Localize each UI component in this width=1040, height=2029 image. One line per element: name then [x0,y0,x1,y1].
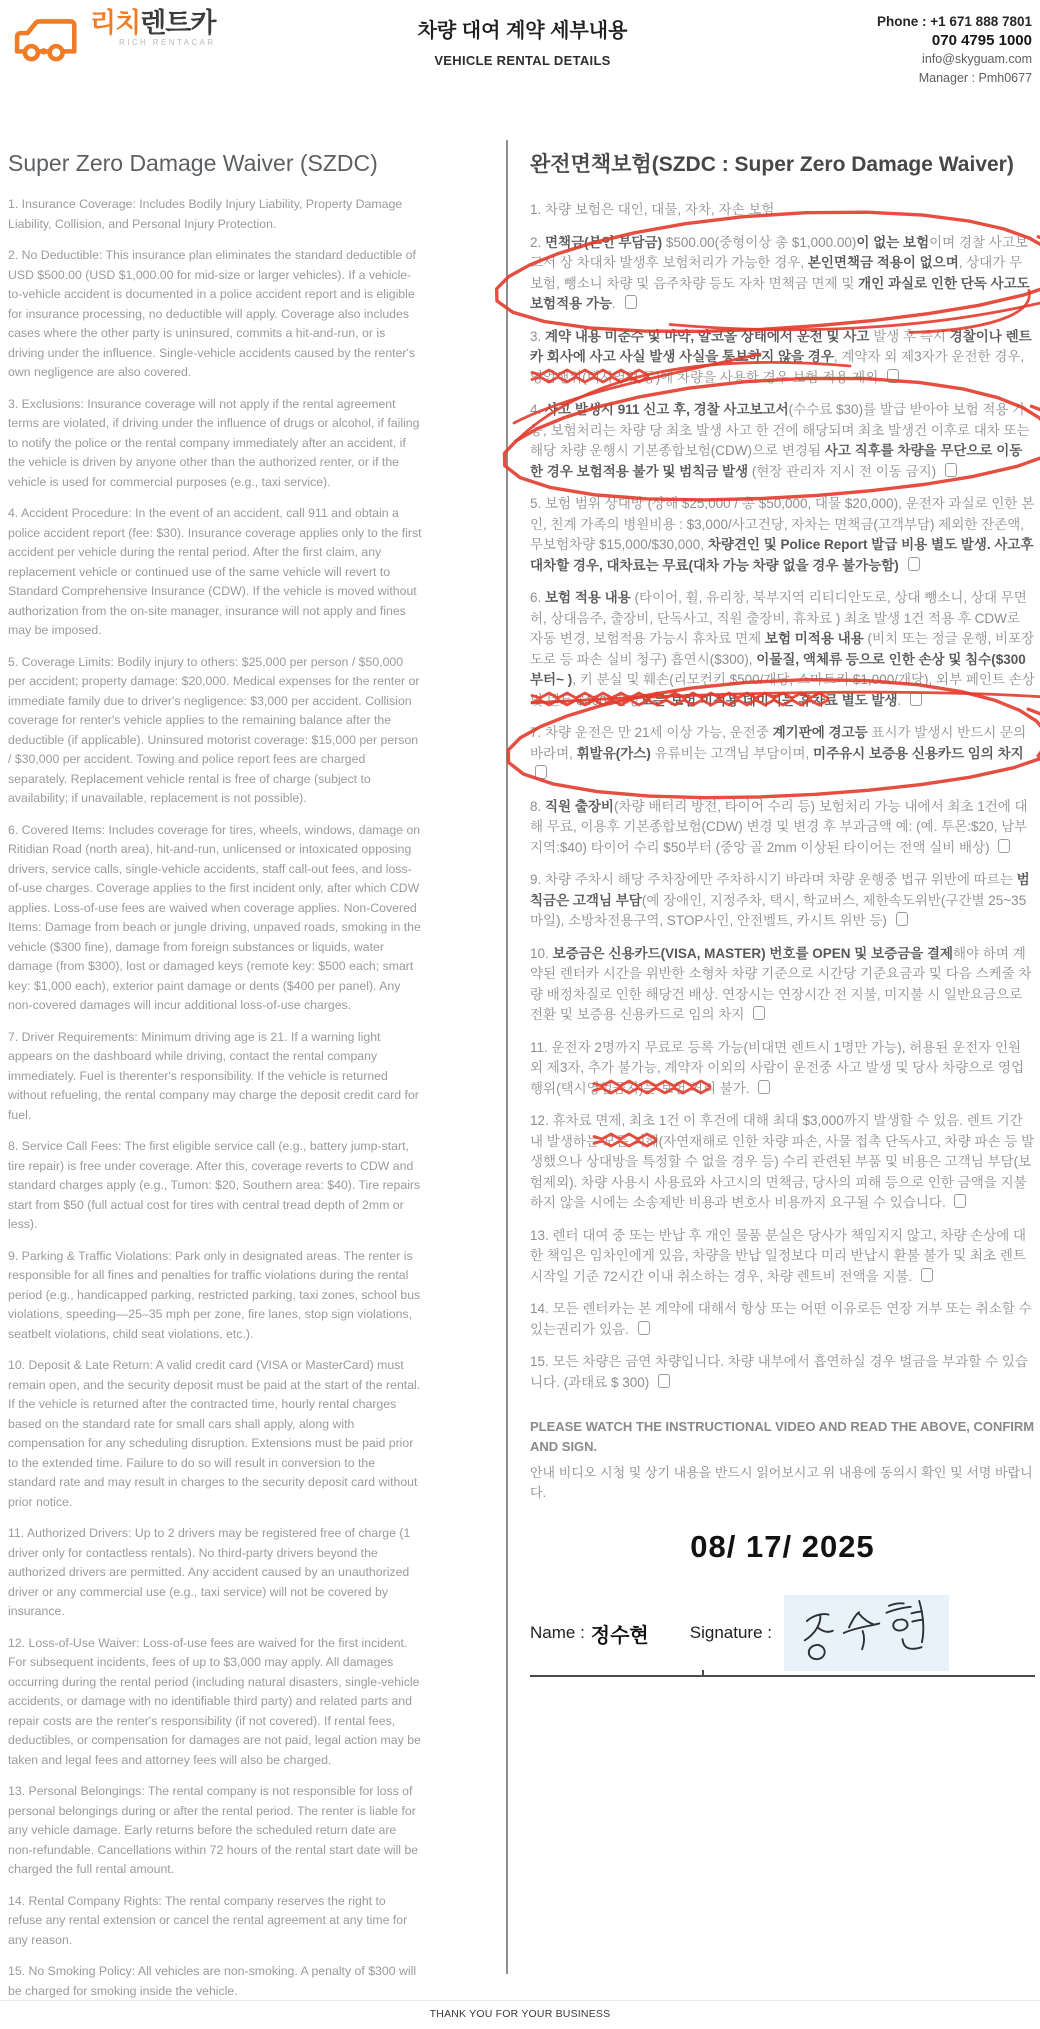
renter-name: 정수현 [590,1624,649,1647]
brand-subtitle: RICH RENTACAR [119,38,216,47]
szdc-item-ko: 12. 휴차료 면제, 최초 1건 이 후건에 대해 최대 $3,000까지 발생할 수 있음. 렌트 기간 내 발생하는 모든 피해(자연재해로 인한 차량 파손, 사물 접촉 단독사고, 차량 파손 등 발생했으나 상대방을 특정할 수 없을 경우 등) 수리 관련된 부품 및 비용은 고객님 부담(보험제외). 차량 사용시 사용료와 사고시의 면책금, 당사의 피해 등으로 인한 금액을 지불하지 않을 시에는 소송제반 비용과 변호사 비용까지 요구될 수 있습니다. [530,1113,1035,1210]
notice-korean: 안내 비디오 시청 및 상기 내용을 반드시 읽어보시고 위 내용에 동의시 확인 및 서명 바랍니다. [530,1465,1033,1500]
agreement-checkbox[interactable] [658,1374,670,1388]
page-title-korean: 차량 대여 계약 세부내용 [417,20,628,42]
szdc-item-ko: 13. 렌터 대여 중 또는 반납 후 개인 물품 분실은 당사가 책임지지 않고, 차량 손상에 대한 책임은 임차인에게 있음, 차량을 반납 일정보다 미리 반납시 환불 불가 및 최초 렌트 시작일 기준 72시간 이내 취소하는 경우, 차량 렌트비 전액을 지불. [530,1227,1027,1284]
contract-date: 08/ 17/ 2025 [690,1529,875,1564]
agreement-checkbox[interactable] [910,692,922,706]
szdc-item-ko: 7. 차량 운전은 만 21세 이상 가능, 운전중 계기판에 경고등 표시가 발생시 반드시 문의 바라며, 휘발유(가스) 유류비는 고객님 부담이며, 미주유시 보증용 신용카드 임의 차지 [530,723,1035,785]
agreement-checkbox[interactable] [535,765,547,779]
szdc-item-en: 8. Service Call Fees: The first eligible service call (e.g., battery jump-start, tire repair) is free under coverage. After this, coverage reverts to CDW and standard charges apply (e.g., Tumon: $20, Southern area: $40). Tire repairs start from $50 (full actual cost for tires with central tread depth of 2mm or less). [8,1139,421,1231]
agreement-checkbox[interactable] [638,1321,650,1335]
agreement-checkbox[interactable] [753,1006,765,1020]
szdc-item-en: 5. Coverage Limits: Bodily injury to others: $25,000 per person / $50,000 per accident; property damage: $20,000. Medical expenses for the renter or immediate family due to driver's negligence: $3,000 per accident. Collision coverage for renter's vehicle applies to the remaining balance after the deductible (if applicable). Uninsured motorist coverage: $15,000 per person / $30,000 per accident. Towing and police report fees are charged separately. Replacement vehicle rental is free of charge (subject to availability; if unavailable, replacement is not possible). [8,654,420,805]
header [8,6,1032,88]
szdc-item-en: 9. Parking & Traffic Violations: Park only in designated areas. The renter is responsible for all fines and penalties for traffic violations during the rental period (e.g., handicapped parking, restricted parking, taxi zones, school bus violations, speeding—25–35 mph per zone, fire lanes, stop sign violations, seatbelt violations, child seat violations, etc.). [8,1248,421,1341]
document-titles [238,6,807,68]
english-terms-list [8,195,422,2001]
signature-row [530,1595,1035,1677]
agreement-checkbox[interactable] [908,557,920,571]
english-terms-heading: Super Zero Damage Waiver (SZDC) [8,150,378,176]
szdc-item-en: 7. Driver Requirements: Minimum driving age is 21. If a warning light appears on the dashboard while driving, contact the rental company immediately. Fuel is therenter's responsibility. If the vehicle is returned without refueling, the rental company may charge the deposit credit card for fuel. [8,1029,419,1122]
agreement-checkbox[interactable] [758,1080,770,1094]
szdc-item-en: 3. Exclusions: Insurance coverage will not apply if the rental agreement terms are violated, if driving under the influence of drugs or alcohol, if failing to notify the police or the rental company immediately after an accident, if the vehicle is driven by anyone other than the authorized renter, or if the vehicle is used for commercial purposes (e.g., taxi service). [8,396,420,489]
brand-korean-orange: 리치 [90,8,141,38]
agreement-checkbox[interactable] [998,839,1010,853]
korean-terms-column [530,148,1035,1677]
agreement-checkbox[interactable] [625,295,637,309]
szdc-item-ko: 6. 보험 적용 내용 (타이어, 휠, 유리창, 북부지역 리티디안도로, 상대 뺑소니, 상대 무면허, 상대음주, 출장비, 단독사고, 직원 출장비, 휴차료 ) 최초 발생 1건 적용 후 CDW로 자동 변경, 보험적용 가능시 휴차료 면제 보험 미적용 내용 (비치 또는 정글 운행, 비포장도로 등 파손 실비 청구) 흡연시($300), 이물질, 액체류 등으로 인한 손상 및 침수($300부터~ ), 키 분실 및 훼손(리모컨키 $500/개당, 스마트키 $1,000/개당), 외부 페인트 손상 및 덴트 $400 /판당모든 보험 미적용 데미지는 휴차료 별도 발생. [530,590,1035,708]
footer-message: THANK YOU FOR YOUR BUSINESS [429,2008,611,2020]
email: info@skyguam.com [922,52,1032,66]
szdc-item-en: 11. Authorized Drivers: Up to 2 drivers may be registered free of charge (1 driver only for contactless rentals). No third-party drivers beyond the authorized drivers are permitted. Any accident caused by an unauthorized driver or any commercial use (e.g., taxi service) will not be covered by insurance. [8,1526,411,1618]
szdc-item-ko: 10. 보증금은 신용카드(VISA, MASTER) 번호를 OPEN 및 보증금을 결제해야 하며 계약된 렌터카 시간을 위반한 소형차 차량 기준으로 시간당 기준요금과 및 다음 스케줄 차량 배정차질로 인한 해당건 배상. 연장시는 연장시간 전 지불, 미지불 시 일반요금으로 전환 및 보증용 신용카드로 임의 차지 [530,945,1032,1022]
handwritten-signature [788,1592,944,1673]
szdc-item-ko: 1. 차량 보험은 대인, 대물, 자차, 자손 보험 [530,202,775,217]
szdc-item-ko: 14. 모든 렌터카는 본 계약에 대해서 항상 또는 어떤 이유로든 연장 거부 또는 취소할 수 있는권리가 있음. [530,1301,1032,1337]
szdc-item-en: 13. Personal Belongings: The rental company is not responsible for loss of personal belongings during or after the rental period. The renter is liable for any vehicle damage. Early returns before the scheduled return date are non-refundable. Cancellations within 72 hours of the rental start date will be charged the full rental amount. [8,1784,419,1876]
szdc-item-en: 6. Covered Items: Includes coverage for tires, wheels, windows, damage on Ritidian Road (north area), hit-and-run, unlicensed or intoxicated opposing drivers, service calls, single-vehicle accidents, staff call-out fees, and loss-of-use charges. Coverage applies to the first incident only, after which CDW applies. Loss-of-use fees are waived when coverage applies. Non-Covered Items: Damage from beach or jungle driving, unpaved roads, smoking in the vehicle ($300 fine), damage from foreign substances or liquids, water damage (from $300), lost or damaged keys (remote key: $500 each; smart key: $1,000 each), exterior paint damage or dents ($400 per panel). Any non-covered damages will incur additional loss-of-use charges. [8,822,421,1012]
szdc-item-ko: 2. 면책금(본인 부담금) $500.00(중형이상 총 $1,000.00)이 없는 보험이며 경찰 사고보고서 상 차대차 발생후 보험처리가 가능한 경우, 본인면책금 적용이 없으며, 상대가 무보험, 뺑소니 차량 및 음주차량 등도 자차 면책금 면제 및 개인 과실로 인한 단독 사고도 보험적용 가능. [530,234,1030,311]
korean-terms-heading: 완전면책보험(SZDC : Super Zero Damage Waiver) [530,153,1014,176]
szdc-item-ko: 11. 운전자 2명까지 무료로 등록 가능(비대면 렌트시 1명만 가능), 허용된 운전자 인원 외 제3자, 추가 불가능, 계약자 이외의 사람이 운전중 사고 발생 및 당사 차량으로 영업행위(택시영업금지)는 보험 처리 불가. [530,1039,1025,1096]
brand-logo [8,6,238,73]
szdc-item-ko: 5. 보험 범위 상대방 (상해 $25,000 / 총 $50,000, 대물 $20,000), 운전자 과실로 인한 본인, 친계 가족의 병원비용 : $3,000/사고건당, 자차는 면책금(고객부담) 제외한 잔존액, 무보험차량 $15,000/$30,000, 차량견인 및 Police Report 발급 비용 별도 발생. 사고후 대차할 경우, 대차료는 무료(대차 가능 차량 없을 경우 불가능함) [530,496,1035,573]
szdc-item-en: 10. Deposit & Late Return: A valid credit card (VISA or MasterCard) must remain open, and the security deposit must be paid at the start of the rental. If the vehicle is returned after the contracted time, hourly rental charges based on the standard rate for small cars shall apply, along with compensation for any scheduling disruption. Extensions must be paid prior to the extended time. Failure to do so will result in conversion to the standard rate and may result in charges to the security deposit card without prior notice. [8,1358,421,1509]
brand-text [90,10,215,47]
phone-secondary: 070 4795 1000 [931,32,1032,49]
agreement-checkbox[interactable] [954,1194,966,1208]
szdc-item-en: 2. No Deductible: This insurance plan eliminates the standard deductible of USD $500.00 (USD $1,000.00 for mid-size or larger vehicles). If a vehicle-to-vehicle accident is documented in a police accident report and is eligible for insurance processing, no deductible will apply. Coverage also includes cases where the other party is uninsured, commits a hit-and-run, or is driving under the influence. Single-vehicle accidents caused by the renter's own negligence are also covered. [8,248,416,379]
phone-primary: Phone : +1 671 888 7801 [877,14,1032,29]
szdc-item-en: 14. Rental Company Rights: The rental company reserves the right to refuse any rental extension or cancel the rental agreement at any time for any reason. [8,1893,408,1947]
szdc-item-en: 12. Loss-of-Use Waiver: Loss-of-use fees are waived for the first incident. For subsequent incidents, fees of up to $3,000 may apply. All damages occurring during the rental period (including natural disasters, single-vehicle accidents, or damage with no identifiable third party) and related parts and repair costs are the renter's responsibility (if not covered). If rental fees, deductibles, or compensation for damages are not paid, legal action may be taken and legal fees and attorney fees will also be charged. [8,1635,421,1767]
szdc-item-en: 15. No Smoking Policy: All vehicles are non-smoking. A penalty of $300 will be charged for smoking inside the vehicle. [8,1964,417,1998]
footer-divider [0,2000,1040,2001]
english-terms-column [8,150,422,2013]
name-label: Name : [530,1623,585,1642]
truck-logo-icon [8,10,86,73]
agreement-checkbox[interactable] [887,369,899,383]
korean-terms-list [530,200,1035,1393]
szdc-item-ko: 8. 직원 출장비(차량 배터리 방전, 타이어 수리 등) 보험처리 가능 내에서 최초 1건에 대해 무료, 이용후 기본종합보험(CDW) 변경 및 변경 후 부과금액 예: (예. 투몬:$20, 남부지역:$40) 타이어 수리 $50부터 (중앙 골 2mm 이상된 타이어는 전액 실비 배상) [530,798,1028,855]
signature-label: Signature : [689,1623,772,1642]
agreement-checkbox[interactable] [921,1268,933,1282]
page-title-english: VEHICLE RENTAL DETAILS [434,53,611,68]
notice-english: PLEASE WATCH THE INSTRUCTIONAL VIDEO AND READ THE ABOVE, CONFIRM AND SIGN. [530,1419,1035,1454]
brand-korean-dark: 렌트카 [140,8,216,38]
szdc-item-en: 4. Accident Procedure: In the event of an accident, call 911 and obtain a police accident report (fee: $30). Insurance coverage applies only to the first accident per vehicle during the rental period. After the first claim, any replacement vehicle or continued use of the same vehicle will revert to Standard Comprehensive Insurance (CDW). If the vehicle is moved without authorization from the on-site manager, insurance will not apply and fines may be imposed. [8,506,422,637]
szdc-item-ko: 4. 사고 발생시 911 신고 후, 경찰 사고보고서(수수료 $30)를 발급 받아야 보험 적용 가능, 보험처리는 차량 당 최초 발생 사고 한 건에 해당되며 최초 발생건 이후로 대차 또는 해당 차량 운행시 기본종합보험(CDW)으로 변경됨 사고 직후를 차량을 무단으로 이동한 경우 보험적용 불가 및 범칙금 발생 (현장 관리자 지시 전 이동 금지) [530,402,1030,479]
agreement-checkbox[interactable] [896,912,908,926]
signature-field[interactable] [784,1595,949,1671]
contact-info [807,6,1032,88]
szdc-item-ko: 15. 모든 차량은 금연 차량입니다. 차량 내부에서 흡연하실 경우 벌금을 부과할 수 있습니다. (과태료 $ 300) [530,1354,1028,1390]
confirmation-notice [530,1417,1035,1503]
column-divider [506,140,508,1974]
manager: Manager : Pmh0677 [918,71,1032,85]
szdc-item-en: 1. Insurance Coverage: Includes Bodily Injury Liability, Property Damage Liability, Collision, and Personal Injury Protection. [8,197,403,231]
agreement-checkbox[interactable] [945,463,957,477]
szdc-item-ko: 3. 계약 내용 미준수 및 마약, 알코올 상태에서 운전 및 사고 발생 후 즉시 경찰이나 렌트카 회사에 사고 사실 발생 사실을 통보하지 않을 경우, 계약자 외 제3자가 운전한 경우, 영업행위(택시영업 등)에 차량을 사용한 경우 보험 적용 제외 [530,328,1032,385]
szdc-item-ko: 9. 차량 주차시 해당 주차장에만 주차하시기 바라며 차량 운행중 법규 위반에 따르는 범칙금은 고객님 부담(예 장애인, 지정주차, 택시, 학교버스, 제한속도위반(구간별 25~35마일), 소방차전용구역, STOP사인, 안전벨트, 카시트 위반 등) [530,872,1030,928]
